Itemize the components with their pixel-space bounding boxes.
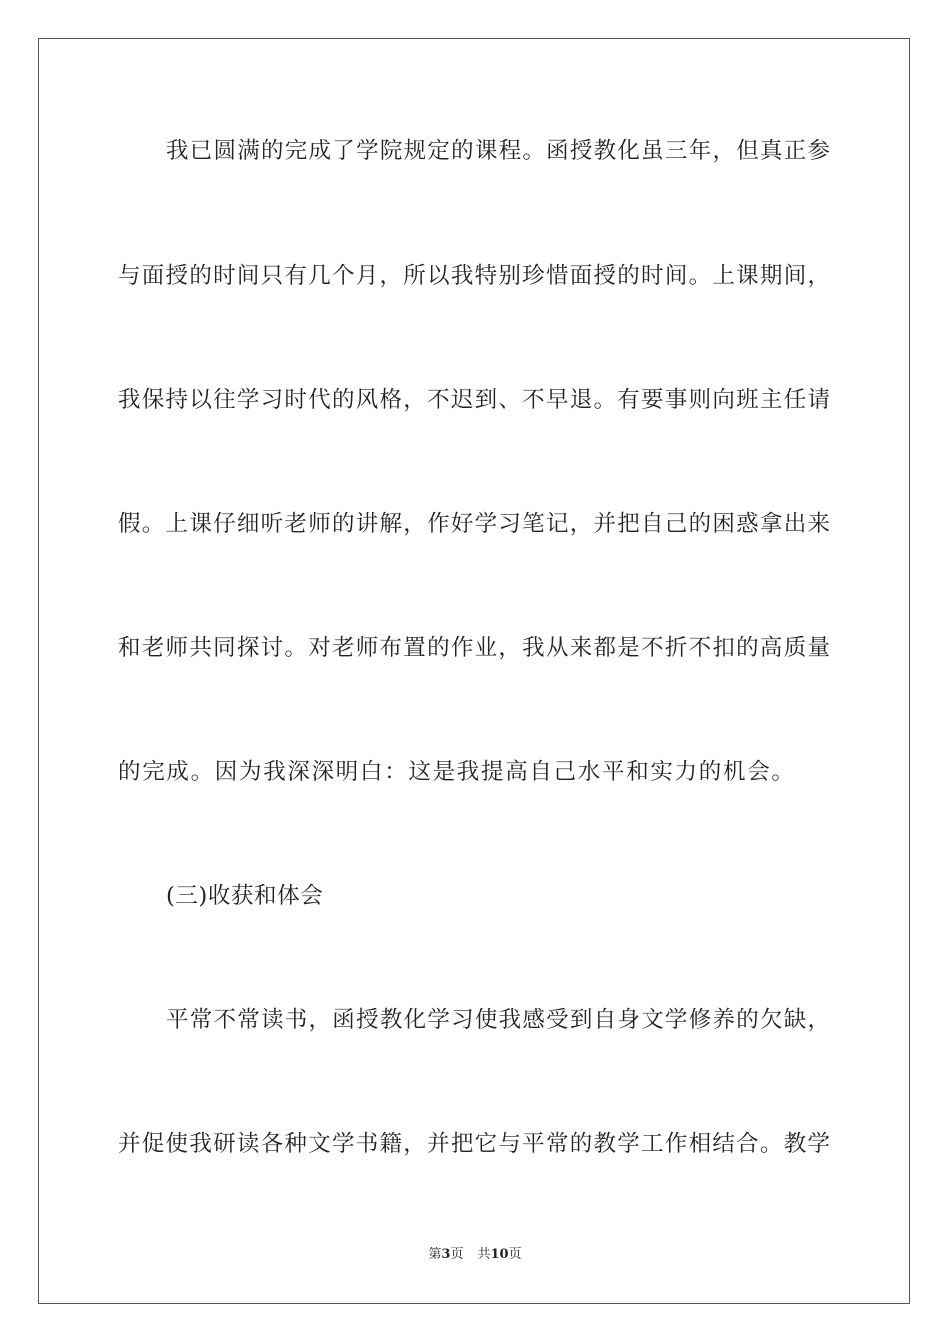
- paragraph-line-6: 的完成。因为我深深明白：这是我提高自己水平和实力的机会。: [118, 759, 796, 785]
- paragraph-line-5: 和老师共同探讨。对老师布置的作业，我从来都是不折不扣的高质量: [118, 635, 830, 661]
- paragraph-line-1: 我已圆满的完成了学院规定的课程。函授教化虽三年，但真正参: [166, 138, 830, 164]
- footer-page-number: 3: [441, 1247, 451, 1262]
- footer-total-number: 10: [490, 1247, 509, 1262]
- page-border: [38, 38, 910, 1304]
- footer-total-suffix: 页: [508, 1247, 522, 1262]
- section-heading: (三)收获和体会: [166, 883, 324, 909]
- paragraph-line-8: 并促使我研读各种文学书籍，并把它与平常的教学工作相结合。教学: [118, 1131, 830, 1157]
- paragraph-line-2: 与面授的时间只有几个月，所以我特别珍惜面授的时间。上课期间，: [118, 263, 830, 289]
- paragraph-line-7: 平常不常读书，函授教化学习使我感受到自身文学修养的欠缺，: [166, 1007, 830, 1033]
- paragraph-line-4: 假。上课仔细听老师的讲解，作好学习笔记，并把自己的困惑拿出来: [118, 511, 830, 537]
- page-footer: [0, 1246, 950, 1264]
- footer-total-prefix: 共: [477, 1247, 491, 1262]
- paragraph-line-3: 我保持以往学习时代的风格，不迟到、不早退。有要事则向班主任请: [118, 387, 830, 413]
- footer-page-prefix: 第: [428, 1247, 442, 1262]
- footer-page-suffix: 页: [450, 1247, 464, 1262]
